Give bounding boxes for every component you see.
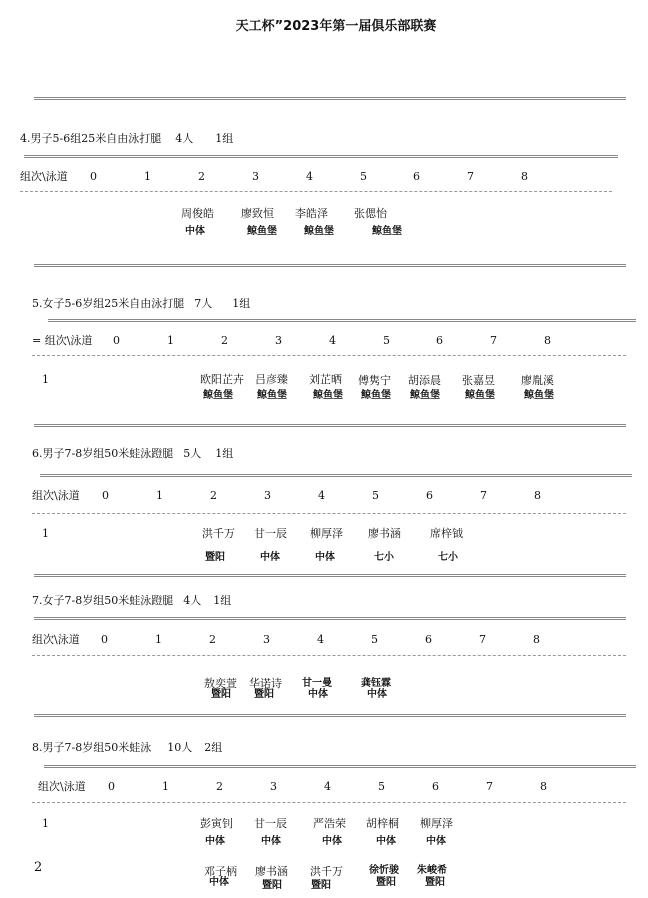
event-title xyxy=(32,595,231,606)
lane-number: 2 xyxy=(210,489,217,502)
event-name: 8.男子7-8岁组50米蛙泳 xyxy=(32,741,152,754)
swimmer-name: 欧阳芷卉 xyxy=(200,373,244,386)
swimmer-name: 张嘉昱 xyxy=(462,374,495,387)
club-name: 中体 xyxy=(185,226,205,237)
club-name: 鲸鱼堡 xyxy=(257,390,287,401)
club-name: 鲸鱼堡 xyxy=(313,390,343,401)
divider xyxy=(40,474,632,477)
event-title xyxy=(20,133,233,144)
lane-number: 1 xyxy=(155,633,162,646)
lane-header: 组次\泳道 xyxy=(38,780,86,793)
swimmer-name: 李皓泽 xyxy=(295,207,328,220)
swimmer-name: 刘芷晒 xyxy=(309,373,342,386)
swimmer-name: 洪千万 xyxy=(202,527,235,540)
lane-number: 1 xyxy=(162,780,169,793)
divider xyxy=(32,513,626,514)
lane-number: 6 xyxy=(413,170,420,183)
lane-number: 7 xyxy=(490,334,497,347)
swimmer-name: 张偲怡 xyxy=(354,207,387,220)
event-name: 7.女子7-8岁组50米蛙泳蹬腿 xyxy=(32,594,174,607)
divider xyxy=(32,802,626,803)
event-name: 4.男子5-6组25米自由泳打腿 xyxy=(20,132,162,145)
swimmer-name: 彭寅钊 xyxy=(200,817,233,830)
lane-number: 0 xyxy=(101,633,108,646)
event-groups: 1组 xyxy=(213,594,232,607)
divider xyxy=(32,355,626,356)
lane-number: 0 xyxy=(90,170,97,183)
event-count: 4人 xyxy=(183,594,202,607)
club-name: 中体 xyxy=(376,836,396,847)
divider xyxy=(48,319,636,322)
lane-number: 7 xyxy=(480,489,487,502)
lane-number: 5 xyxy=(360,170,367,183)
swimmer-name: 华诺诗 xyxy=(249,677,282,690)
event-groups: 1组 xyxy=(215,132,234,145)
club-name: 七小 xyxy=(374,552,394,563)
swimmer-name: 傅隽宁 xyxy=(358,374,391,387)
swimmer-name: 甘一辰 xyxy=(254,527,287,540)
swimmer-name: 周俊皓 xyxy=(181,207,214,220)
swimmer-name: 柳厚泽 xyxy=(310,527,343,540)
divider xyxy=(20,191,612,192)
club-name: 中体 xyxy=(308,689,328,700)
divider xyxy=(34,617,626,620)
lane-number: 4 xyxy=(317,633,324,646)
club-name: 暨阳 xyxy=(425,877,445,888)
swimmer-name: 敖奕萱 xyxy=(204,677,237,690)
event-count: 7人 xyxy=(194,297,213,310)
lane-number: 4 xyxy=(329,334,336,347)
lane-number: 2 xyxy=(209,633,216,646)
document-title: 天工杯”2023年第一届俱乐部联赛 xyxy=(235,19,437,34)
event-groups: 2组 xyxy=(204,741,223,754)
club-name: 鲸鱼堡 xyxy=(203,390,233,401)
lane-header: = 组次\泳道 xyxy=(32,334,93,347)
lane-number: 1 xyxy=(156,489,163,502)
swimmer-name: 柳厚泽 xyxy=(420,817,453,830)
club-name: 鲸鱼堡 xyxy=(410,390,440,401)
lane-number: 8 xyxy=(521,170,528,183)
lane-number: 0 xyxy=(102,489,109,502)
lane-number: 1 xyxy=(144,170,151,183)
lane-number: 6 xyxy=(425,633,432,646)
swimmer-name: 席梓钺 xyxy=(430,527,463,540)
club-name: 中体 xyxy=(209,877,229,888)
club-name: 鲸鱼堡 xyxy=(372,226,402,237)
lane-number: 7 xyxy=(479,633,486,646)
club-name: 中体 xyxy=(260,552,280,563)
lane-number: 6 xyxy=(436,334,443,347)
swimmer-name: 廖致恒 xyxy=(241,207,274,220)
lane-number: 6 xyxy=(432,780,439,793)
club-name: 鲸鱼堡 xyxy=(361,390,391,401)
swimmer-name: 龚钰霖 xyxy=(361,678,391,689)
club-name: 中体 xyxy=(322,836,342,847)
lane-number: 4 xyxy=(318,489,325,502)
club-name: 中体 xyxy=(205,836,225,847)
lane-number: 2 xyxy=(198,170,205,183)
club-name: 七小 xyxy=(438,552,458,563)
divider xyxy=(34,714,626,717)
club-name: 暨阳 xyxy=(311,880,331,891)
swimmer-name: 洪千万 xyxy=(310,865,343,878)
lane-number: 3 xyxy=(264,489,271,502)
lane-number: 5 xyxy=(378,780,385,793)
event-title xyxy=(32,448,233,459)
event-count: 5人 xyxy=(183,447,202,460)
lane-number: 0 xyxy=(108,780,115,793)
lane-number: 2 xyxy=(221,334,228,347)
club-name: 中体 xyxy=(315,552,335,563)
swimmer-name: 甘一辰 xyxy=(254,817,287,830)
event-title xyxy=(32,742,222,753)
lane-number: 3 xyxy=(263,633,270,646)
lane-header: 组次\泳道 xyxy=(20,170,68,183)
club-name: 暨阳 xyxy=(376,877,396,888)
club-name: 鲸鱼堡 xyxy=(524,390,554,401)
club-name: 暨阳 xyxy=(211,689,231,700)
lane-number: 3 xyxy=(252,170,259,183)
event-title xyxy=(32,298,250,309)
swimmer-name: 廖胤溪 xyxy=(521,374,554,387)
swimmer-name: 胡添晨 xyxy=(408,374,441,387)
lane-number: 8 xyxy=(533,633,540,646)
event-count: 4人 xyxy=(175,132,194,145)
swimmer-name: 甘一曼 xyxy=(302,678,332,689)
lane-number: 5 xyxy=(383,334,390,347)
lane-number: 5 xyxy=(372,489,379,502)
swimmer-name: 朱峻希 xyxy=(417,865,447,876)
page-number: 2 xyxy=(34,860,43,875)
group-number: 1 xyxy=(42,527,49,540)
lane-number: 7 xyxy=(486,780,493,793)
swimmer-name: 胡梓桐 xyxy=(366,817,399,830)
event-groups: 1组 xyxy=(215,447,234,460)
event-name: 6.男子7-8岁组50米蛙泳蹬腿 xyxy=(32,447,174,460)
divider xyxy=(44,765,636,768)
lane-header: 组次\泳道 xyxy=(32,633,80,646)
lane-number: 7 xyxy=(467,170,474,183)
lane-number: 0 xyxy=(113,334,120,347)
swimmer-name: 吕彦臻 xyxy=(255,373,288,386)
swimmer-name: 邓子柄 xyxy=(204,865,237,878)
lane-number: 2 xyxy=(216,780,223,793)
lane-number: 5 xyxy=(371,633,378,646)
club-name: 中体 xyxy=(261,836,281,847)
lane-header: 组次\泳道 xyxy=(32,489,80,502)
club-name: 暨阳 xyxy=(262,880,282,891)
lane-number: 3 xyxy=(270,780,277,793)
divider xyxy=(34,574,626,577)
club-name: 暨阳 xyxy=(254,689,274,700)
swimmer-name: 廖书涵 xyxy=(368,527,401,540)
lane-number: 4 xyxy=(306,170,313,183)
lane-number: 3 xyxy=(275,334,282,347)
club-name: 鲸鱼堡 xyxy=(247,226,277,237)
event-count: 10人 xyxy=(167,741,193,754)
divider xyxy=(32,655,626,656)
club-name: 中体 xyxy=(367,689,387,700)
lane-number: 8 xyxy=(540,780,547,793)
group-number: 1 xyxy=(42,817,49,830)
divider xyxy=(34,424,626,427)
event-name: 5.女子5-6岁组25米自由泳打腿 xyxy=(32,297,185,310)
club-name: 鲸鱼堡 xyxy=(465,390,495,401)
lane-number: 8 xyxy=(534,489,541,502)
divider xyxy=(24,155,618,158)
event-groups: 1组 xyxy=(232,297,251,310)
club-name: 暨阳 xyxy=(205,552,225,563)
divider xyxy=(34,264,626,267)
lane-number: 8 xyxy=(544,334,551,347)
divider xyxy=(34,97,626,100)
swimmer-name: 廖书涵 xyxy=(255,865,288,878)
swimmer-name: 严浩荣 xyxy=(313,817,346,830)
club-name: 中体 xyxy=(426,836,446,847)
lane-number: 4 xyxy=(324,780,331,793)
swimmer-name: 徐忻骏 xyxy=(369,865,399,876)
club-name: 鲸鱼堡 xyxy=(304,226,334,237)
lane-number: 1 xyxy=(167,334,174,347)
lane-number: 6 xyxy=(426,489,433,502)
group-number: 1 xyxy=(42,373,49,386)
